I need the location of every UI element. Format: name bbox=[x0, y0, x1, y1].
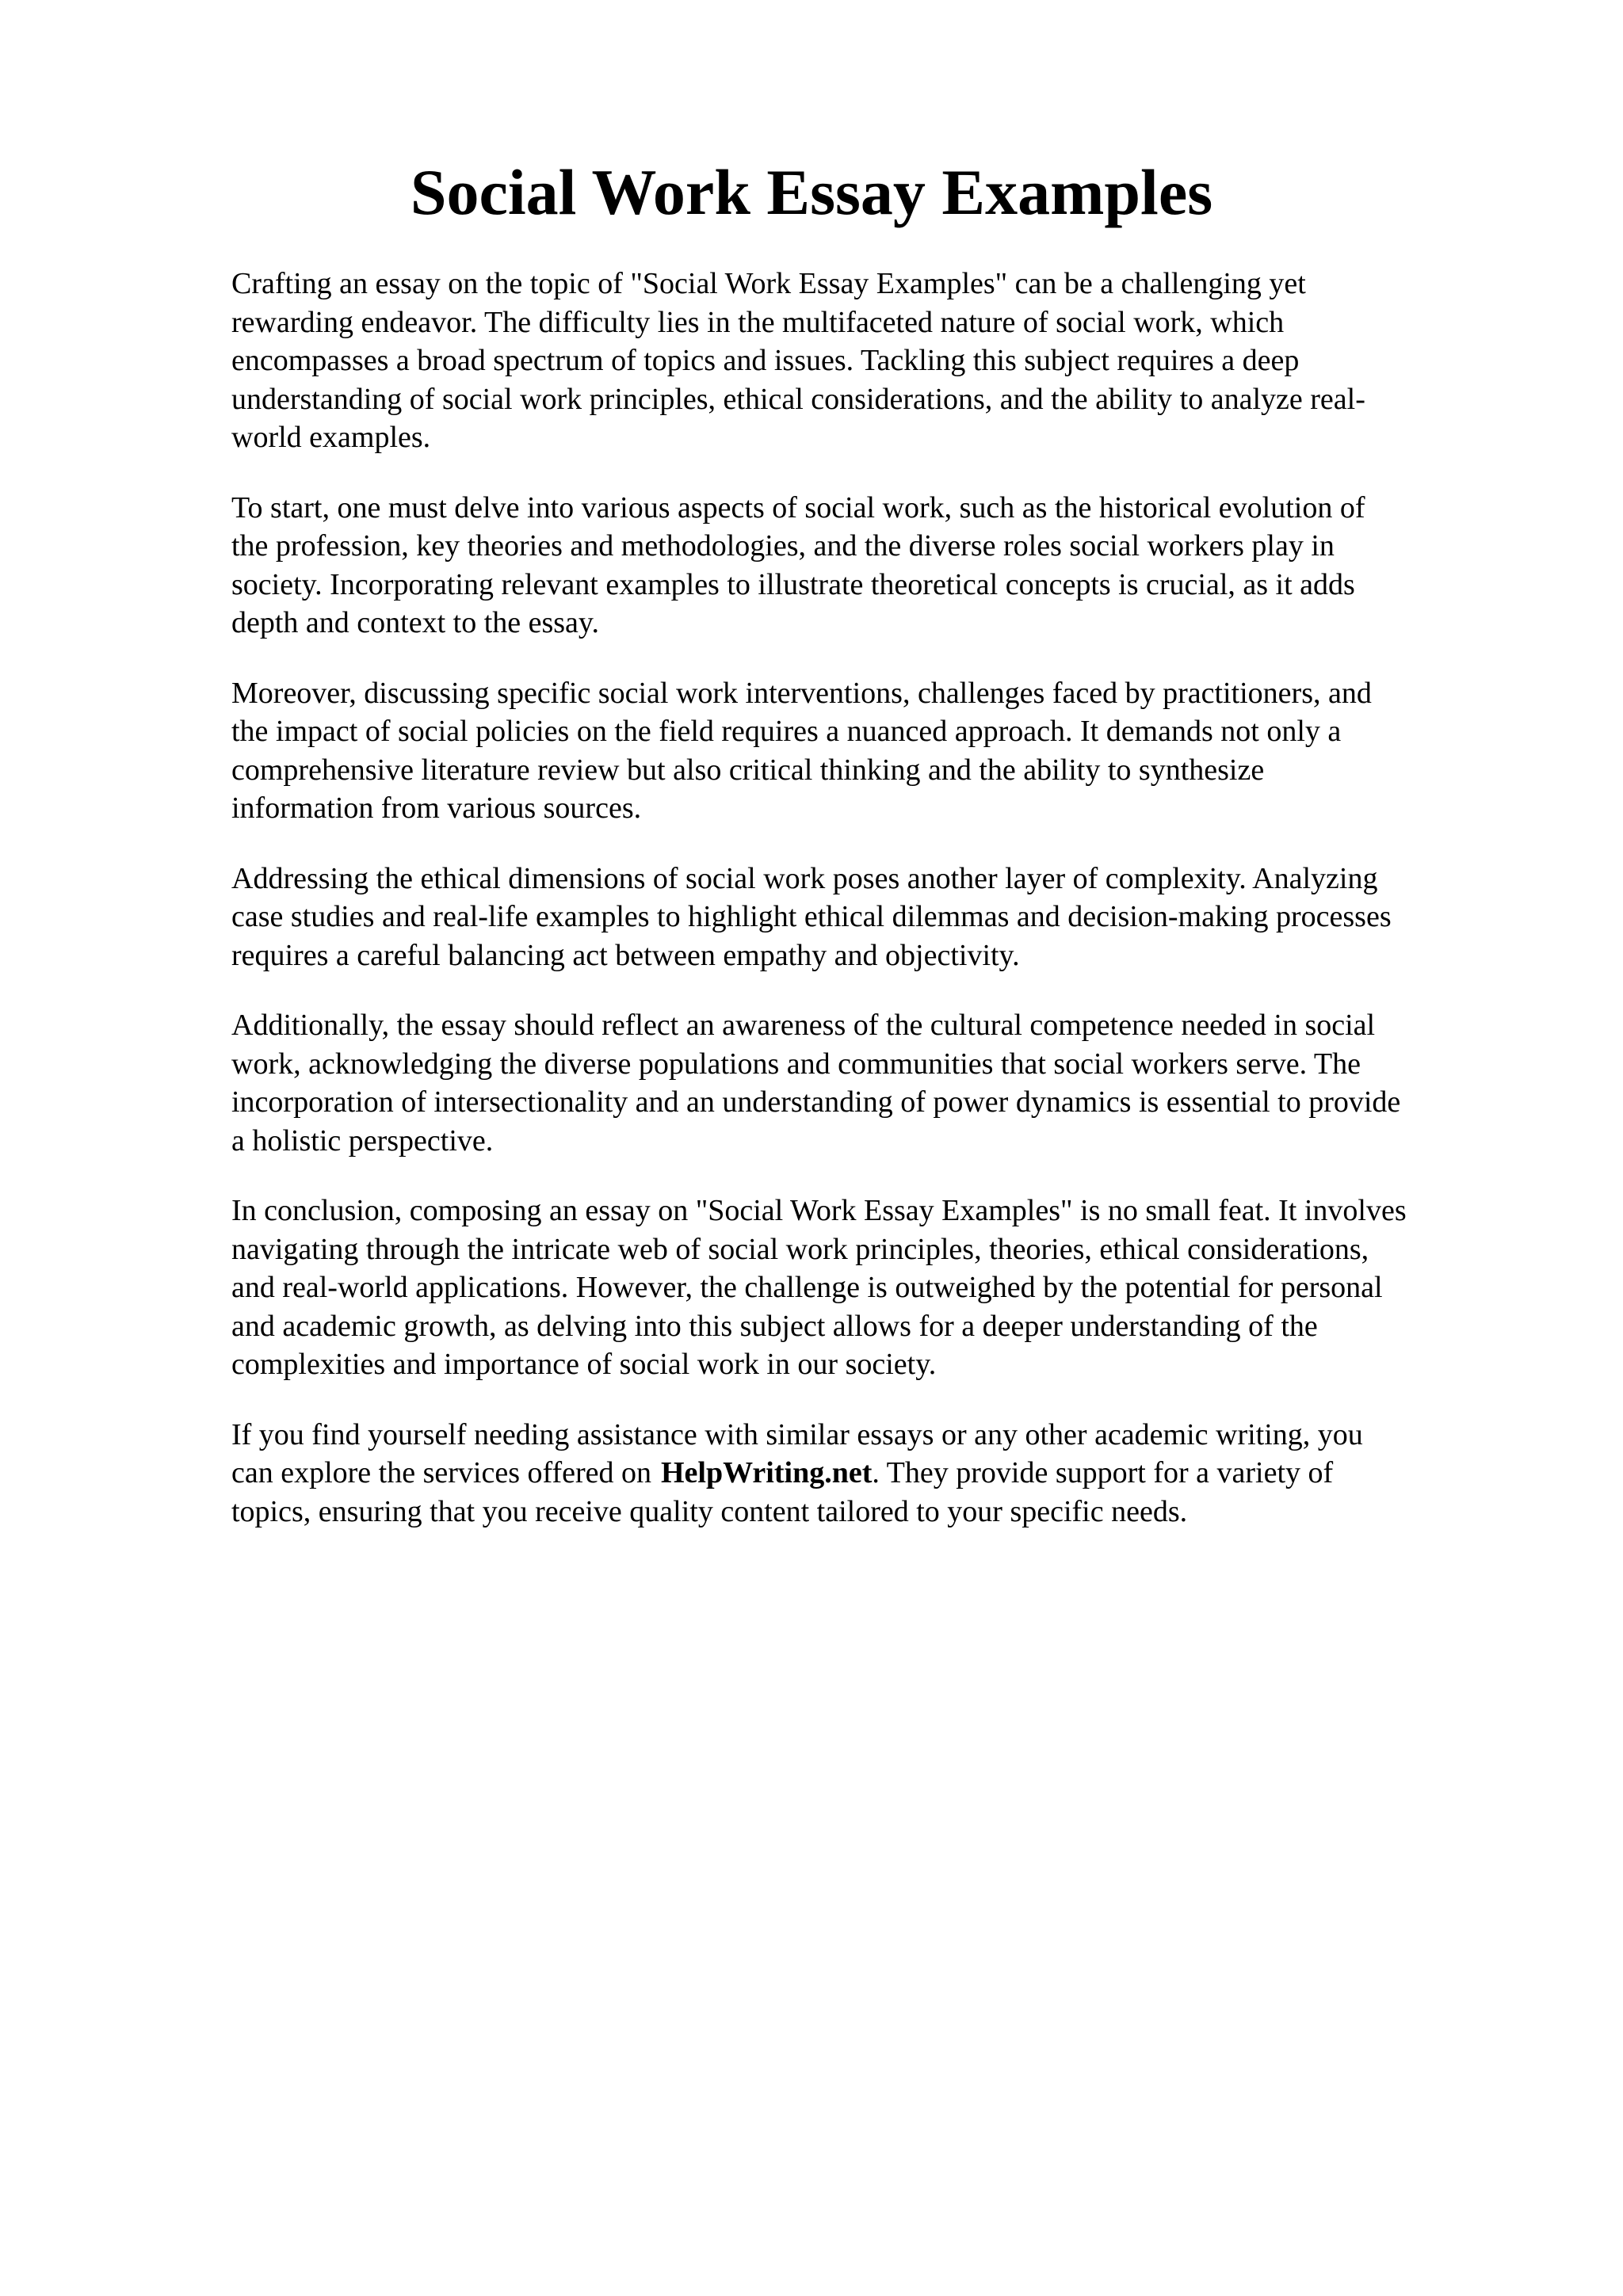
paragraph-3 bbox=[231, 674, 1531, 828]
closing-text-before: can explore the services offered on bbox=[231, 1456, 651, 1489]
paragraph-line: and academic growth, as delving into this subject allows for a deeper understanding of the bbox=[231, 1309, 1318, 1343]
paragraph-line: the impact of social policies on the field requires a nuanced approach. It demands not only a bbox=[231, 715, 1342, 748]
document-title: Social Work Essay Examples bbox=[410, 156, 1213, 228]
paragraph-line: requires a careful balancing act between empathy and objectivity. bbox=[231, 938, 1020, 972]
helpwriting-brand-link[interactable]: HelpWriting.net bbox=[661, 1456, 873, 1489]
paragraph-6 bbox=[231, 1192, 1531, 1384]
paragraph-1 bbox=[231, 265, 1531, 457]
document-body bbox=[231, 265, 1531, 1562]
paragraph-line: Additionally, the essay should reflect an awareness of the cultural competence needed in social bbox=[231, 1009, 1376, 1042]
paragraph-line: In conclusion, composing an essay on "Social Work Essay Examples" is no small feat. It involves bbox=[231, 1194, 1407, 1227]
paragraph-line: comprehensive literature review but also critical thinking and the ability to synthesize bbox=[231, 753, 1265, 787]
paragraph-line: Moreover, discussing specific social work interventions, challenges faced by practitioners, and bbox=[231, 676, 1372, 710]
paragraph-line: encompasses a broad spectrum of topics and issues. Tackling this subject requires a deep bbox=[231, 344, 1300, 377]
paragraph-line: understanding of social work principles, ethical considerations, and the ability to analyze real- bbox=[231, 382, 1365, 416]
paragraph-line: depth and context to the essay. bbox=[231, 606, 599, 639]
paragraph-line: world examples. bbox=[231, 421, 431, 454]
paragraph-line: the profession, key theories and methodologies, and the diverse roles social workers play in bbox=[231, 529, 1335, 563]
paragraph-line: case studies and real-life examples to highlight ethical dilemmas and decision-making processes bbox=[231, 900, 1392, 933]
paragraph-2 bbox=[231, 489, 1531, 643]
paragraph-line-with-brand bbox=[231, 1454, 1531, 1493]
paragraph-line: Crafting an essay on the topic of "Social Work Essay Examples" can be a challenging yet bbox=[231, 267, 1306, 300]
paragraph-line: and real-world applications. However, the challenge is outweighed by the potential for personal bbox=[231, 1271, 1383, 1304]
paragraph-line: society. Incorporating relevant examples to illustrate theoretical concepts is crucial, as it adds bbox=[231, 567, 1355, 601]
paragraph-line: If you find yourself needing assistance with similar essays or any other academic writing, you bbox=[231, 1417, 1363, 1451]
paragraph-line: To start, one must delve into various aspects of social work, such as the historical evolution of bbox=[231, 490, 1365, 524]
paragraph-closing bbox=[231, 1416, 1531, 1531]
paragraph-line: navigating through the intricate web of social work principles, theories, ethical considerations, bbox=[231, 1232, 1369, 1266]
paragraph-line: information from various sources. bbox=[231, 791, 642, 825]
paragraph-line: a holistic perspective. bbox=[231, 1123, 494, 1158]
paragraph-line: complexities and importance of social work in our society. bbox=[231, 1348, 937, 1381]
closing-text-after: . They provide support for a variety of bbox=[872, 1456, 1334, 1489]
paragraph-line: rewarding endeavor. The difficulty lies in the multifaceted nature of social work, which bbox=[231, 305, 1285, 339]
paragraph-line: work, acknowledging the diverse populations and communities that social workers serve. The bbox=[231, 1047, 1361, 1081]
paragraph-5 bbox=[231, 1006, 1531, 1160]
paragraph-line: Addressing the ethical dimensions of social work poses another layer of complexity. Analyzing bbox=[231, 861, 1378, 895]
paragraph-4 bbox=[231, 860, 1531, 975]
paragraph-line: incorporation of intersectionality and an understanding of power dynamics is essential to provide bbox=[231, 1085, 1401, 1119]
paragraph-line: topics, ensuring that you receive quality content tailored to your specific needs. bbox=[231, 1494, 1188, 1528]
